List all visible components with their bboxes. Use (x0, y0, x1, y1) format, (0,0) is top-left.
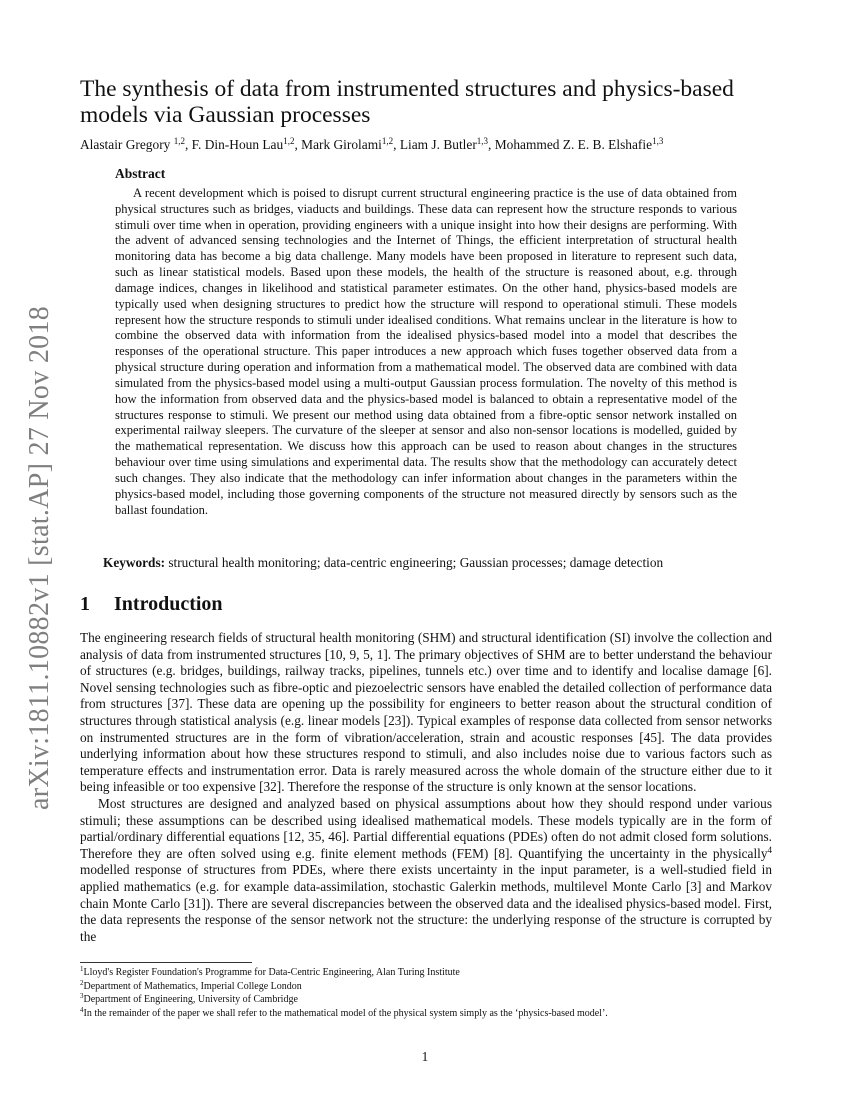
footnote-item (80, 1007, 780, 1021)
author-name: Alastair Gregory (80, 137, 174, 152)
footnote-mark: 2 (80, 978, 84, 987)
author-name: Liam J. Butler (399, 137, 477, 152)
author-affiliation: 1,2 (283, 136, 295, 146)
footnote-mark: 1 (80, 965, 84, 973)
footnote-text: Department of Engineering, University of Cambridge (83, 994, 298, 1006)
author-name: Mohammed Z. E. B. Elshafie (494, 137, 653, 152)
section-number: 1 (80, 593, 90, 615)
footnote-text: Lloyd's Register Foundation's Programme for Data-Centric Engineering, Alan Turing Institute (83, 967, 460, 978)
author-affiliation: 1,3 (652, 136, 664, 146)
keywords-text: structural health monitoring; data-centric engineering; Gaussian processes; damage detection (165, 555, 664, 570)
footnote-marker: 4 (767, 844, 772, 855)
footnote-mark: 3 (80, 992, 84, 1001)
introduction-body (80, 630, 772, 945)
keywords-label: Keywords: (103, 555, 166, 570)
author-affiliation: 1,2 (381, 136, 394, 146)
keywords (103, 554, 783, 572)
author-name: F. Din-Houn Lau (191, 137, 284, 152)
author-list: Alastair Gregory $^{1,2}$, F. Din-Houn Lau$^{1,2}$, Mark Girolami$^{1,2}$, Liam J. Butler$^{1,3}$, Mohammed Z. E. B. Elshafie$^{1,3}$ (80, 136, 664, 152)
author-affiliation: 1,3 (476, 136, 489, 146)
footnote-mark: 4 (80, 1006, 84, 1015)
intro-paragraph-2-part-b: modelled response of structures from PDEs, where there exists uncertainty in the input parameter, is a well-studied field in applied mathematics (e.g. for example data-assimilation, stochastic Galerkin methods, multilevel Monte Carlo [3] and Markov chain Monte Carlo [31]). There are several discrepancies between the observed data and the idealised physics-based model. First, the data represents the response of the sensor network not the structure: the underlying response of the structure is corrupted by the (80, 862, 772, 944)
footnote-rule (80, 962, 252, 963)
intro-paragraph-2-part-a: Most structures are designed and analyzed based on physical assumptions about how they should respond under various stimuli; these assumptions can be described using idealised mathematical models. These models typically are in the form of partial/ordinary differential equations [12, 35, 46]. Partial differential equations (PDEs) often do not admit closed form solutions. Therefore they are often solved using e.g. finite element methods (FEM) [8]. Quantifying the uncertainty in the physically (80, 795, 772, 861)
abstract-text: A recent development which is poised to disrupt current structural engineering practice is the use of data obtained from physical structures such as bridges, viaducts and buildings. These data can represent how the structure responds to various stimuli over time when in operation, providing engineers with a unique insight into how their designs are performing. With the advent of advanced sensing technologies and the Internet of Things, the efficient interpretation of structural health monitoring data has become a big data challenge. Many models have been proposed in literature to represent such data, such as linear statistical models. Based upon these models, the health of the structure is reasoned about, e.g. through damage indices, changes in likelihood and statistical parameter estimates. On the other hand, physics-based models are typically used when designing structures to predict how the structure will respond to operational stimuli. These models represent how the structure responds to stimuli under idealised conditions. What remains unclear in the literature is how to combine the observed data with information from the idealised physics-based model into a model that describes the responses of the operational structure. This paper introduces a new approach which fuses together observed data from a physical structure during operation and information from a mathematical model. The observed data are combined with data simulated from the physics-based model using a multi-output Gaussian process formulation. The novelty of this method is how the information from observed data and the physics-based model is balanced to obtain a representative model of the structures response to stimuli. We present our method using data obtained from a fibre-optic sensor network installed on experimental railway sleepers. The curvature of the sleeper at sensor and also non-sensor locations is modelled, guided by the mathematical representation. We discuss how this approach can be used to reason about changes in the structures behaviour over time using simulations and experimental data. The results show that the methodology can accurately detect such changes. They also indicate that the methodology can infer information about changes in the parameters within the physics-based model, including those governing components of the structure not measured directly by sensors such as the ballast foundation. (115, 186, 737, 517)
footnote-text: Department of Mathematics, Imperial College London (83, 980, 302, 992)
footnote-item (80, 980, 780, 994)
author-name: Mark Girolami (301, 137, 382, 152)
footnote-item (80, 966, 780, 980)
abstract-heading: Abstract (115, 166, 166, 181)
page-number: 1 (421, 1049, 429, 1064)
section-title: Introduction (114, 593, 223, 615)
paper-title: The synthesis of data from instrumented structures and physics-based models via Gaussian processes (80, 76, 734, 128)
author-affiliation: 1,2 (173, 136, 185, 146)
footnote-text: In the remainder of the paper we shall refer to the mathematical model of the physical system simply as the ‘physics-based model’. (83, 1008, 608, 1020)
arxiv-stamp-text: arXiv:1811.10882v1 [stat.AP] 27 Nov 2018 (24, 305, 55, 811)
arxiv-stamp (20, 288, 60, 828)
section-heading (80, 593, 223, 616)
footnotes (80, 966, 780, 1021)
footnote-item (80, 993, 780, 1007)
intro-paragraph-2 (80, 796, 772, 945)
intro-paragraph-1: The engineering research fields of structural health monitoring (SHM) and structural identification (SI) involve the collection and analysis of data from instrumented structures [10, 9, 5, 1]. The primary objectives of SHM are to better understand the behaviour of structures (e.g. bridges, buildings, railway tracks, pipelines, tunnels etc.) over time and to identify and localise damage [6]. Novel sensing technologies such as fibre-optic and piezoelectric sensors have enabled the detailed collection of performance data from structures [37]. These data are opening up the possibility for engineers to better reason about the structural condition of structures through statistical analysis (e.g. linear models [23]). Typical examples of response data collected from sensor networks on instrumented structures are in the form of vibration/acceleration, strain and acoustic responses [45]. The data provides underlying information about how these structures respond to stimuli, and also includes noise due to various factors such as temperature effects and instrumentation error. Data is rarely measured across the whole domain of the structure either due to it being infeasible or too expensive [32]. Therefore the response of the structure is only known at the sensor locations. (80, 630, 772, 795)
